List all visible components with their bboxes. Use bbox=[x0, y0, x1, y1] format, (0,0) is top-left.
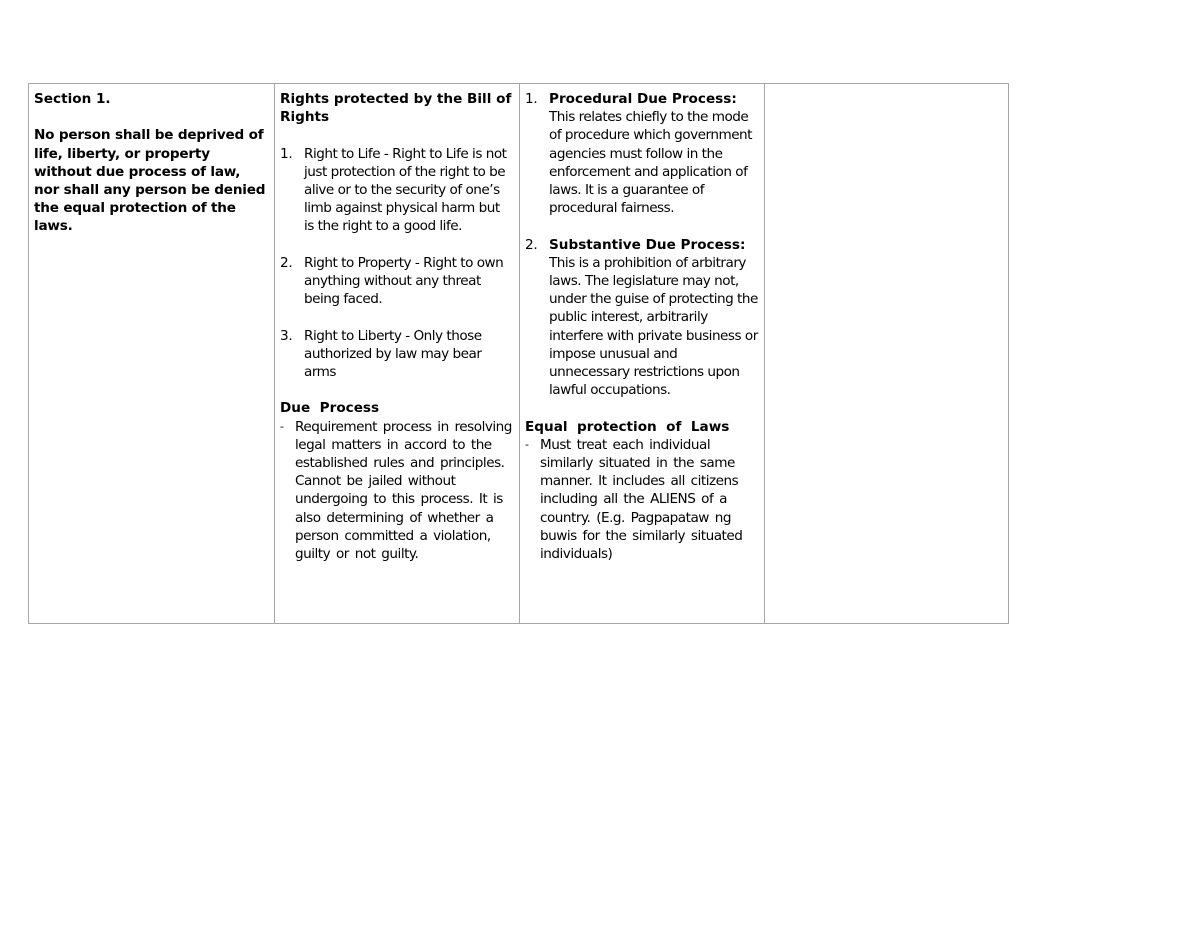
right-text: Right to Life - Right to Life is not just protection of the right to be alive or to the security of one’s limb against physical harm but is the right to a good life. bbox=[304, 145, 507, 235]
substantive-due-process-item bbox=[525, 236, 758, 400]
right-text: Right to Liberty - Only those authorized by law may bear arms bbox=[304, 327, 482, 380]
right-text: Right to Property - Right to own anything without any threat being faced. bbox=[304, 254, 504, 308]
procedural-due-process-item bbox=[525, 90, 758, 217]
right-item-property bbox=[280, 254, 513, 309]
due-process-text: Requirement process in resolving legal matters in accord to the established rules and principles. Cannot be jailed without undergoing to this process. It is also determining of whether a person committed a violation, guilty or not guilty. bbox=[295, 418, 512, 563]
right-item-life bbox=[280, 145, 513, 236]
empty-column bbox=[764, 84, 1008, 623]
due-process-heading: Due Process bbox=[280, 400, 380, 417]
item-title: Procedural Due Process: bbox=[549, 91, 737, 107]
equal-protection-heading: Equal protection of Laws bbox=[525, 418, 730, 435]
rights-column bbox=[274, 84, 519, 623]
section-text: No person shall be deprived of life, liberty, or property without due process of law, nor shall any person be denied the equal protection of the laws. bbox=[34, 127, 266, 235]
list-number: 2. bbox=[525, 236, 538, 253]
bullet-dash: - bbox=[280, 419, 284, 433]
list-number: 2. bbox=[280, 254, 293, 271]
document-table bbox=[28, 83, 1009, 624]
right-item-liberty bbox=[280, 327, 513, 382]
due-process-item bbox=[280, 418, 513, 564]
item-text: This is a prohibition of arbitrary laws. The legislature may not, under the guise of protecting the public interest, arbitrarily interfere with private business or impose unusual and unnecessary restrictions upon lawful occupations. bbox=[549, 254, 758, 399]
item-title: Substantive Due Process: bbox=[549, 236, 746, 253]
due-process-column bbox=[519, 84, 764, 623]
rights-heading: Rights protected by the Bill of Rights bbox=[280, 91, 512, 126]
list-number: 1. bbox=[525, 91, 538, 107]
item-text: This relates chiefly to the mode of procedure which government agencies must follow in the enforcement and application of laws. It is a guarantee of procedural fairness. bbox=[549, 109, 753, 217]
bullet-dash: - bbox=[525, 437, 529, 451]
equal-protection-item bbox=[525, 436, 758, 563]
list-number: 1. bbox=[280, 145, 293, 162]
list-number: 3. bbox=[280, 327, 293, 344]
section-column bbox=[29, 84, 274, 623]
equal-protection-text: Must treat each individual similarly situated in the same manner. It includes all citizens including all the ALIENS of a country. (E.g. Pagpapataw ng buwis for the similarly situated individuals) bbox=[540, 436, 743, 563]
section-title: Section 1. bbox=[34, 91, 111, 107]
